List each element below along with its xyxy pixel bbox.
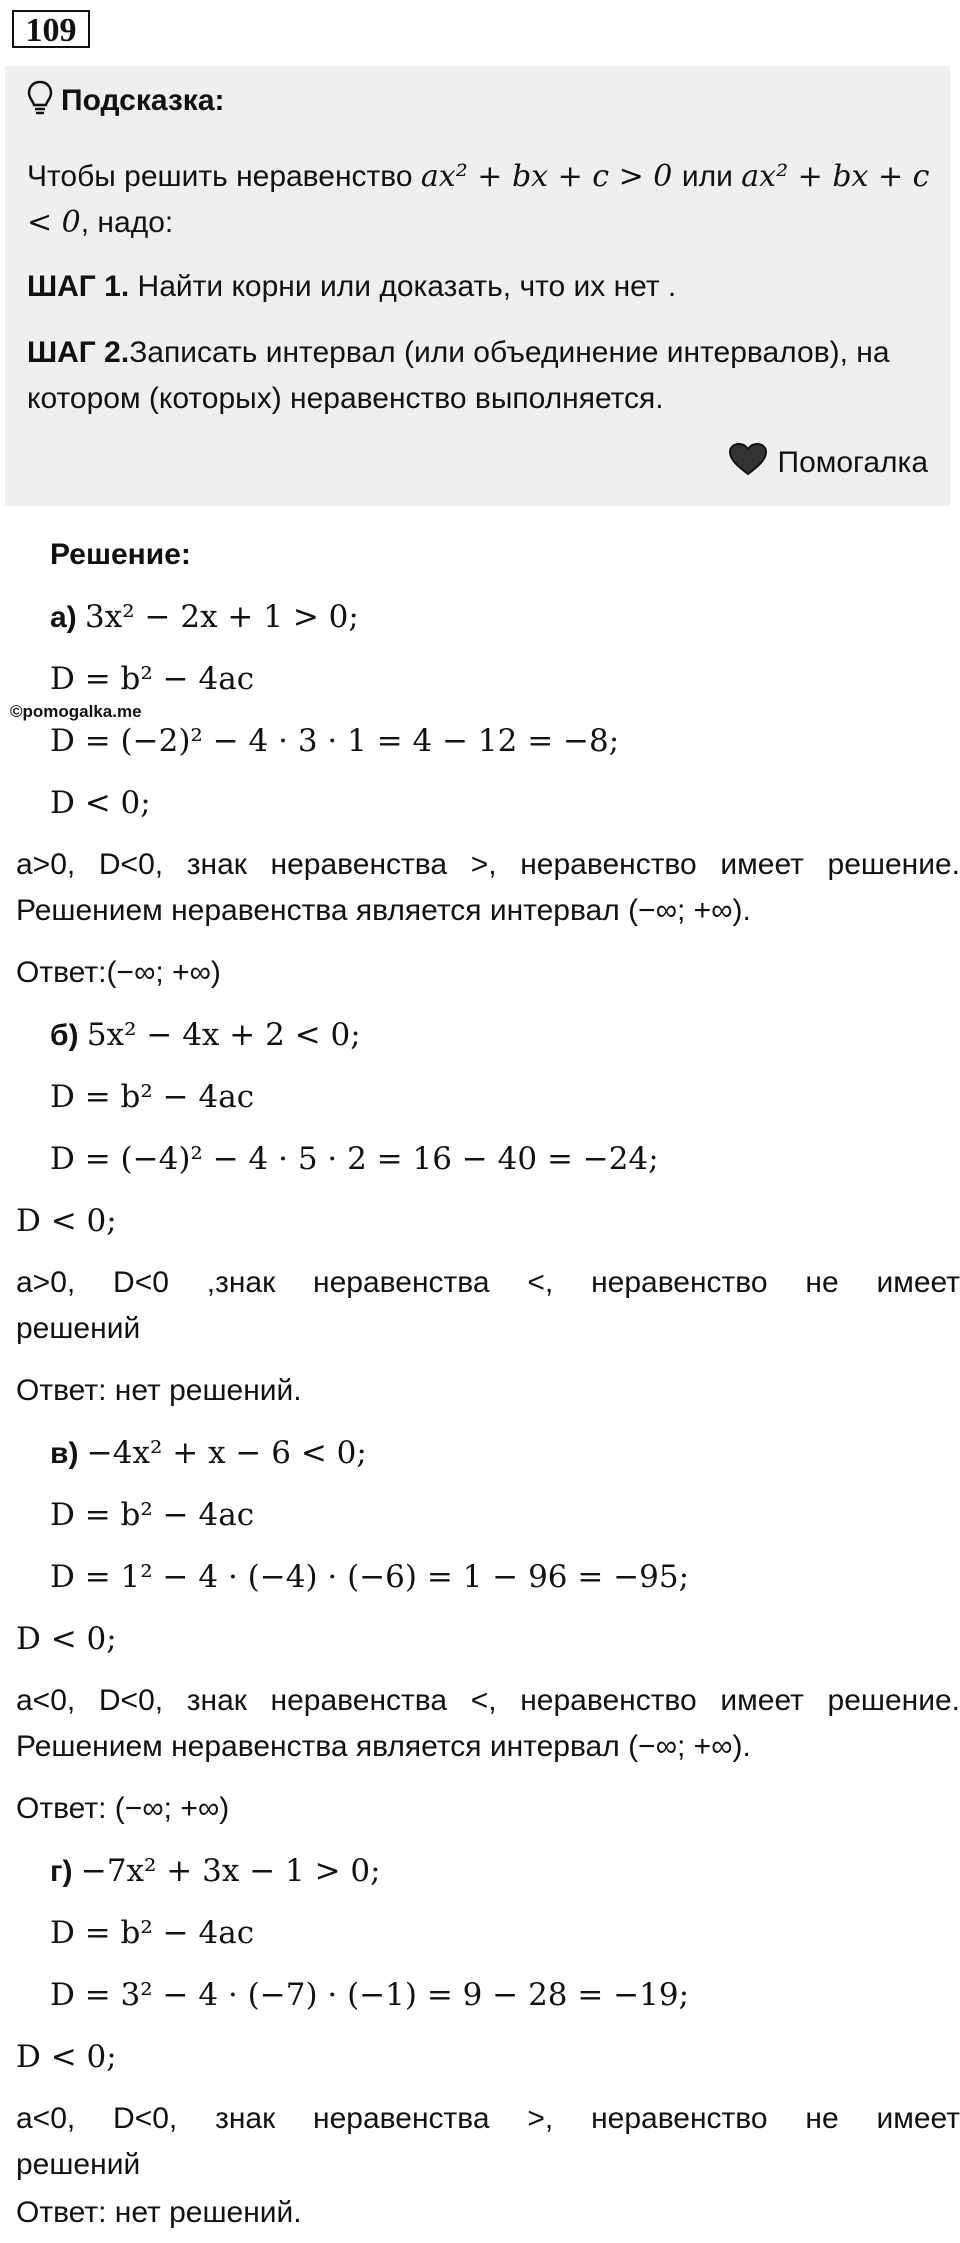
watermark: ©pomogalka.me <box>10 702 142 721</box>
part-c-answer: Ответ: (−∞; +∞) <box>16 1792 230 1825</box>
part-b-note-2: решений <box>16 1312 141 1345</box>
part-a-answer: Ответ:(−∞; +∞) <box>16 956 221 989</box>
part-b-note-1: a>0, D<0 ,знак неравенства <, неравенство не имеет <box>16 1266 960 1299</box>
part-a-note-2: Решением неравенства является интервал (−∞; +∞). <box>16 894 751 927</box>
part-c-discriminant-calc: D = 1² − 4 · (−4) · (−6) = 1 − 96 = −95; <box>50 1559 690 1595</box>
hint-step-2: ШАГ 2.Записать интервал (или объединение интервалов), на котором (которых) неравенство выполняется. <box>27 336 890 415</box>
part-a-equation: а) 3x² − 2x + 1 > 0; <box>50 599 359 635</box>
brand-label: Помогалка <box>777 446 928 479</box>
part-b-discriminant-sign: D < 0; <box>16 1203 117 1239</box>
part-c-discriminant-sign: D < 0; <box>16 1621 117 1657</box>
part-a-discriminant-formula: D = b² − 4ac <box>50 661 255 697</box>
part-d-discriminant-formula: D = b² − 4ac <box>50 1915 255 1951</box>
hint-title: Подсказка: <box>61 83 225 117</box>
part-c-equation: в) −4x² + x − 6 < 0; <box>50 1435 367 1471</box>
problem-number: 109 <box>12 10 90 48</box>
heart-icon <box>728 442 778 484</box>
part-b-equation: б) 5x² − 4x + 2 < 0; <box>50 1017 361 1053</box>
hint-intro: Чтобы решить неравенство ax² + bx + c > 0 или ax² + bx + c < 0, надо: <box>27 159 930 240</box>
part-d-note-1: a<0, D<0, знак неравенства >, неравенство не имеет <box>16 2102 960 2135</box>
part-b-discriminant-calc: D = (−4)² − 4 · 5 · 2 = 16 − 40 = −24; <box>50 1141 659 1177</box>
part-c-note-2: Решением неравенства является интервал (−∞; +∞). <box>16 1730 751 1763</box>
part-d-discriminant-sign: D < 0; <box>16 2039 117 2075</box>
part-a-discriminant-calc: D = (−2)² − 4 · 3 · 1 = 4 − 12 = −8; <box>50 723 620 759</box>
part-c-discriminant-formula: D = b² − 4ac <box>50 1497 255 1533</box>
part-d-answer: Ответ: нет решений. <box>16 2196 302 2229</box>
pomogalka-brand <box>728 442 929 484</box>
part-b-answer: Ответ: нет решений. <box>16 1374 302 1407</box>
part-a-discriminant-sign: D < 0; <box>50 785 151 821</box>
solution-title: Решение: <box>50 538 191 571</box>
hint-header <box>27 80 225 121</box>
part-d-note-2: решений <box>16 2148 141 2181</box>
lightbulb-icon <box>27 80 53 121</box>
hint-box <box>5 66 950 506</box>
part-d-discriminant-calc: D = 3² − 4 · (−7) · (−1) = 9 − 28 = −19; <box>50 1977 690 2013</box>
part-d-equation: г) −7x² + 3x − 1 > 0; <box>50 1853 381 1889</box>
hint-step-1: ШАГ 1. Найти корни или доказать, что их нет . <box>27 270 677 303</box>
part-a-note-1: a>0, D<0, знак неравенства >, неравенство имеет решение. <box>16 848 960 881</box>
part-b-discriminant-formula: D = b² − 4ac <box>50 1079 255 1115</box>
part-c-note-1: a<0, D<0, знак неравенства <, неравенство имеет решение. <box>16 1684 960 1717</box>
